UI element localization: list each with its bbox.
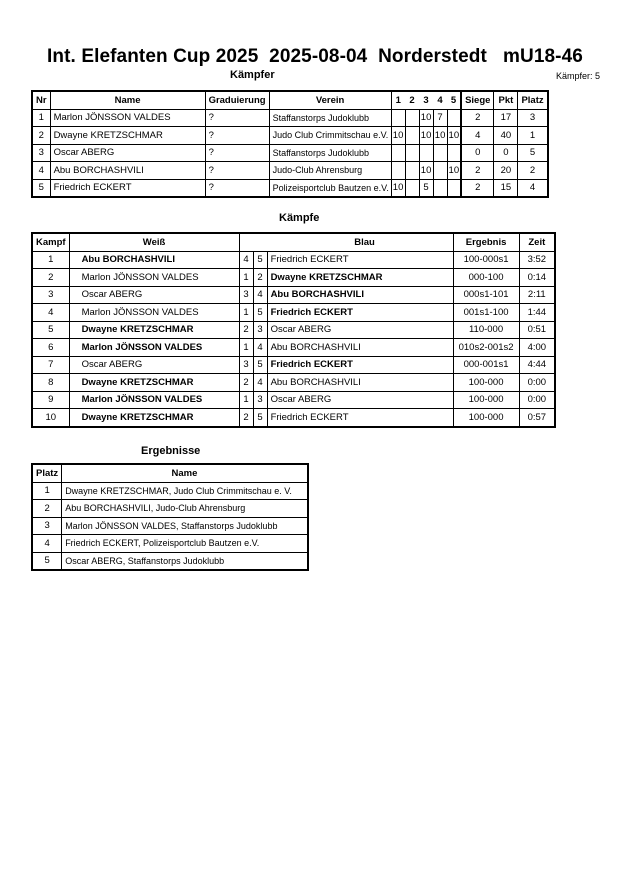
fighter-nr: 3 (32, 144, 50, 162)
fight-time: 0:57 (519, 409, 555, 427)
fighter-row (32, 109, 548, 127)
fight-white-nr: 2 (239, 321, 253, 339)
fighter-score-r5 (447, 144, 461, 162)
fighter-nr: 1 (32, 109, 50, 127)
fight-result: 110-000 (453, 321, 519, 339)
result-row (32, 500, 308, 518)
fighter-row (32, 127, 548, 145)
fighter-row (32, 179, 548, 197)
fighter-score-r3 (419, 144, 433, 162)
fighter-score-r3: 10 (419, 162, 433, 180)
fight-white-name: Dwayne KRETZSCHMAR (69, 374, 239, 392)
col-platz: Platz (518, 91, 548, 109)
col-platz: Platz (32, 464, 62, 482)
fighter-siege: 2 (461, 179, 494, 197)
fighters-heading: Kämpfer (230, 69, 275, 81)
result-row (32, 535, 308, 553)
fight-blue-nr: 5 (253, 304, 267, 322)
fight-blue-name: Oscar ABERG (267, 321, 453, 339)
fighter-row (32, 144, 548, 162)
result-place: 3 (32, 517, 62, 535)
col-name: Name (62, 464, 308, 482)
fight-time: 0:14 (519, 269, 555, 287)
result-row (32, 517, 308, 535)
fight-number: 3 (32, 286, 69, 304)
fighter-siege: 4 (461, 127, 494, 145)
fight-time: 2:11 (519, 286, 555, 304)
fighter-graduierung: ? (205, 162, 269, 180)
fight-white-nr: 1 (239, 269, 253, 287)
fighter-score-r1 (391, 144, 405, 162)
fight-blue-name: Friedrich ECKERT (267, 409, 453, 427)
fighter-row (32, 162, 548, 180)
fight-blue-nr: 5 (253, 251, 267, 269)
col-ergebnis: Ergebnis (453, 233, 519, 251)
fighter-siege: 2 (461, 162, 494, 180)
fighter-score-r2 (405, 162, 419, 180)
fight-number: 9 (32, 391, 69, 409)
fighter-score-r4: 7 (433, 109, 447, 127)
fight-blue-name: Abu BORCHASHVILI (267, 339, 453, 357)
fight-blue-nr: 4 (253, 339, 267, 357)
fighter-score-r5: 10 (447, 127, 461, 145)
fight-row (32, 391, 555, 409)
col-pkt: Pkt (494, 91, 518, 109)
fighter-score-r3: 5 (419, 179, 433, 197)
fight-white-name: Dwayne KRETZSCHMAR (69, 409, 239, 427)
fight-number: 1 (32, 251, 69, 269)
fighter-score-r1 (391, 109, 405, 127)
fighter-score-r1 (391, 162, 405, 180)
fight-white-nr: 1 (239, 391, 253, 409)
result-place: 1 (32, 482, 62, 500)
col-blau: Blau (239, 233, 453, 251)
fight-row (32, 251, 555, 269)
fight-white-nr: 2 (239, 409, 253, 427)
fight-time: 0:51 (519, 321, 555, 339)
result-place: 5 (32, 552, 62, 570)
fight-white-nr: 3 (239, 356, 253, 374)
fighter-score-r5 (447, 179, 461, 197)
fighter-score-r1: 10 (391, 127, 405, 145)
fight-time: 1:44 (519, 304, 555, 322)
fight-white-name: Abu BORCHASHVILI (69, 251, 239, 269)
fight-blue-name: Friedrich ECKERT (267, 356, 453, 374)
fighter-score-r4: 10 (433, 127, 447, 145)
fight-row (32, 356, 555, 374)
fighter-score-r2 (405, 144, 419, 162)
fight-blue-nr: 3 (253, 391, 267, 409)
fight-white-nr: 1 (239, 304, 253, 322)
fight-row (32, 409, 555, 427)
fighter-name: Dwayne KRETZSCHMAR (50, 127, 205, 145)
fight-white-nr: 1 (239, 339, 253, 357)
fighter-nr: 5 (32, 179, 50, 197)
fight-number: 7 (32, 356, 69, 374)
fight-blue-nr: 5 (253, 356, 267, 374)
fight-white-name: Dwayne KRETZSCHMAR (69, 321, 239, 339)
fighter-platz: 5 (518, 144, 548, 162)
fight-time: 0:00 (519, 391, 555, 409)
col-r5: 5 (450, 94, 457, 106)
fighter-graduierung: ? (205, 109, 269, 127)
fight-time: 0:00 (519, 374, 555, 392)
fighter-pkt: 15 (494, 179, 518, 197)
col-name: Name (50, 91, 205, 109)
col-zeit: Zeit (519, 233, 555, 251)
fight-blue-nr: 4 (253, 286, 267, 304)
fight-row (32, 339, 555, 357)
result-row (32, 552, 308, 570)
fight-white-name: Marlon JÖNSSON VALDES (69, 269, 239, 287)
result-name: Marlon JÖNSSON VALDES, Staffanstorps Judoklubb (62, 517, 308, 535)
fight-number: 2 (32, 269, 69, 287)
fight-white-name: Marlon JÖNSSON VALDES (69, 304, 239, 322)
col-kampf: Kampf (32, 233, 69, 251)
fight-blue-nr: 5 (253, 409, 267, 427)
fighter-verein: Staffanstorps Judoklubb (269, 144, 391, 162)
fighter-pkt: 40 (494, 127, 518, 145)
fighter-graduierung: ? (205, 144, 269, 162)
fight-blue-nr: 2 (253, 269, 267, 287)
result-name: Abu BORCHASHVILI, Judo-Club Ahrensburg (62, 500, 308, 518)
fighter-platz: 3 (518, 109, 548, 127)
fights-header-row (32, 233, 555, 251)
col-r2: 2 (409, 94, 415, 106)
fighter-score-r3: 10 (419, 109, 433, 127)
fight-number: 5 (32, 321, 69, 339)
col-weiss: Weiß (69, 233, 239, 251)
fights-table (31, 232, 556, 428)
fighter-graduierung: ? (205, 179, 269, 197)
fighters-table (31, 90, 549, 198)
fight-white-name: Marlon JÖNSSON VALDES (69, 391, 239, 409)
fighter-name: Friedrich ECKERT (50, 179, 205, 197)
fight-result: 100-000s1 (453, 251, 519, 269)
fight-blue-name: Friedrich ECKERT (267, 251, 453, 269)
fight-result: 100-000 (453, 391, 519, 409)
fight-result: 010s2-001s2 (453, 339, 519, 357)
fight-row (32, 321, 555, 339)
fighter-verein: Judo-Club Ahrensburg (269, 162, 391, 180)
fight-number: 8 (32, 374, 69, 392)
col-r3: 3 (423, 94, 429, 106)
fighter-siege: 0 (461, 144, 494, 162)
results-header-row (32, 464, 308, 482)
page-title: Int. Elefanten Cup 2025 2025-08-04 Norderstedt mU18-46 (47, 46, 583, 67)
result-place: 2 (32, 500, 62, 518)
fighters-header-row (32, 91, 548, 109)
fight-row (32, 304, 555, 322)
fight-row (32, 286, 555, 304)
fighter-score-r4 (433, 144, 447, 162)
fighter-verein: Staffanstorps Judoklubb (269, 109, 391, 127)
fighters-count: Kämpfer: 5 (555, 71, 600, 81)
fighter-nr: 2 (32, 127, 50, 145)
fighter-score-r4 (433, 162, 447, 180)
fighter-score-r3: 10 (419, 127, 433, 145)
results-table (31, 463, 309, 571)
col-verein: Verein (269, 91, 391, 109)
fight-result: 100-000 (453, 374, 519, 392)
fight-white-name: Marlon JÖNSSON VALDES (69, 339, 239, 357)
fight-blue-name: Friedrich ECKERT (267, 304, 453, 322)
fighter-verein: Judo Club Crimmitschau e.V. (269, 127, 391, 145)
fight-blue-name: Abu BORCHASHVILI (267, 286, 453, 304)
fighter-score-r2 (405, 127, 419, 145)
col-r1: 1 (395, 94, 401, 106)
col-nr: Nr (32, 91, 50, 109)
fight-blue-nr: 3 (253, 321, 267, 339)
fight-result: 000-001s1 (453, 356, 519, 374)
fighter-name: Marlon JÖNSSON VALDES (50, 109, 205, 127)
fight-result: 000-100 (453, 269, 519, 287)
fight-time: 4:00 (519, 339, 555, 357)
fight-white-name: Oscar ABERG (69, 286, 239, 304)
fight-blue-name: Oscar ABERG (267, 391, 453, 409)
fighter-siege: 2 (461, 109, 494, 127)
fight-white-name: Oscar ABERG (69, 356, 239, 374)
fight-blue-name: Dwayne KRETZSCHMAR (267, 269, 453, 287)
fighter-score-r1: 10 (391, 179, 405, 197)
col-siege: Siege (461, 91, 494, 109)
fighter-name: Abu BORCHASHVILI (50, 162, 205, 180)
fighter-score-r5 (447, 109, 461, 127)
fight-row (32, 269, 555, 287)
results-heading: Ergebnisse (141, 445, 201, 457)
fighter-pkt: 20 (494, 162, 518, 180)
fighter-score-r2 (405, 179, 419, 197)
fights-heading: Kämpfe (279, 212, 320, 224)
fight-time: 3:52 (519, 251, 555, 269)
fighter-score-r5: 10 (447, 162, 461, 180)
fight-number: 6 (32, 339, 69, 357)
fighter-pkt: 0 (494, 144, 518, 162)
fighter-name: Oscar ABERG (50, 144, 205, 162)
fight-row (32, 374, 555, 392)
result-name: Oscar ABERG, Staffanstorps Judoklubb (62, 552, 308, 570)
fighter-nr: 4 (32, 162, 50, 180)
fighter-platz: 4 (518, 179, 548, 197)
fight-result: 100-000 (453, 409, 519, 427)
fight-white-nr: 2 (239, 374, 253, 392)
fighter-platz: 2 (518, 162, 548, 180)
fighter-verein: Polizeisportclub Bautzen e.V. (269, 179, 391, 197)
result-name: Dwayne KRETZSCHMAR, Judo Club Crimmitschau e. V. (62, 482, 308, 500)
fighter-pkt: 17 (494, 109, 518, 127)
col-r4: 4 (437, 94, 443, 106)
fight-number: 4 (32, 304, 69, 322)
fight-white-nr: 4 (239, 251, 253, 269)
fight-time: 4:44 (519, 356, 555, 374)
fight-white-nr: 3 (239, 286, 253, 304)
fighter-score-r4 (433, 179, 447, 197)
col-graduierung: Graduierung (205, 91, 269, 109)
fight-blue-name: Abu BORCHASHVILI (267, 374, 453, 392)
result-place: 4 (32, 535, 62, 553)
fight-result: 000s1-101 (453, 286, 519, 304)
fighter-graduierung: ? (205, 127, 269, 145)
fighter-platz: 1 (518, 127, 548, 145)
result-name: Friedrich ECKERT, Polizeisportclub Bautzen e.V. (62, 535, 308, 553)
fighter-score-r2 (405, 109, 419, 127)
fight-blue-nr: 4 (253, 374, 267, 392)
fight-number: 10 (32, 409, 69, 427)
fight-result: 001s1-100 (453, 304, 519, 322)
result-row (32, 482, 308, 500)
